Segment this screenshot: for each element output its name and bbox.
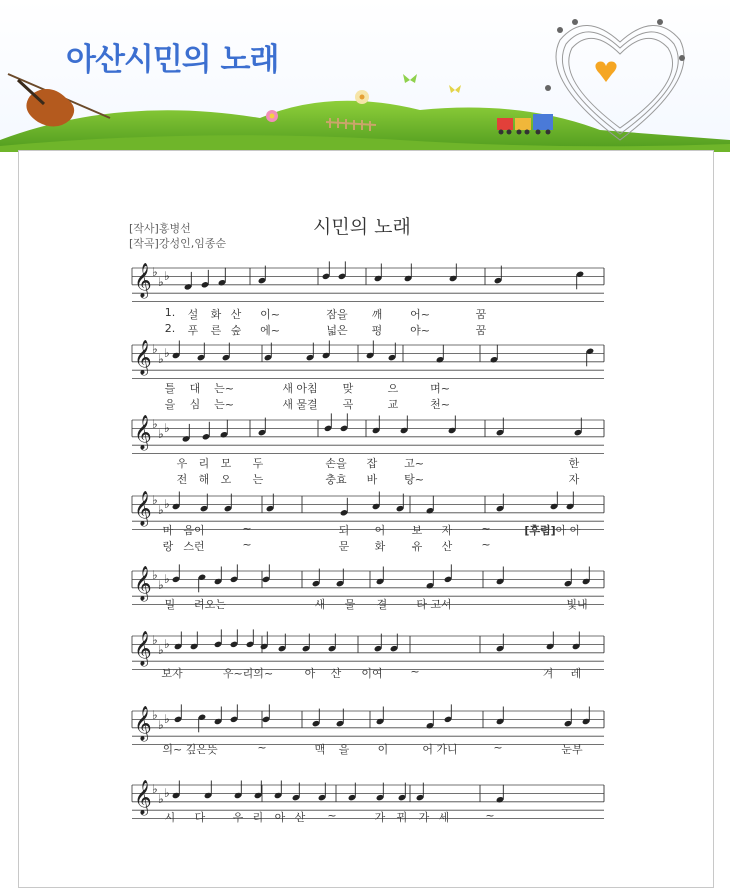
lyric-syllable: 새: [314, 598, 326, 611]
lyric-syllable: 자: [568, 473, 580, 486]
lyric-syllable: 잡: [366, 457, 378, 470]
lyric-syllable: 유: [411, 540, 423, 553]
lyric-syllable: 꿔: [396, 811, 408, 824]
lyric-syllable: 교: [387, 398, 399, 411]
lyric-syllable: 우~리의~: [222, 667, 274, 680]
treble-clef: 𝄞: [134, 566, 152, 601]
lyric-syllable: 심: [189, 398, 201, 411]
lyric-syllable: 는: [252, 473, 264, 486]
lyric-syllable: 오: [220, 473, 232, 486]
lyric-syllable: 며~: [430, 382, 450, 395]
key-signature-flat: ♭: [164, 421, 170, 435]
key-signature-flat: ♭: [158, 718, 164, 732]
lyric-syllable: 어: [374, 524, 386, 537]
lyric-syllable: 천~: [430, 398, 450, 411]
lyric-line: [0, 522, 730, 538]
lyricist-credit: [작사]홍병선: [129, 222, 191, 235]
lyric-syllable: ~: [481, 522, 491, 535]
lyric-syllable: 푸: [187, 324, 199, 337]
key-signature-flat: ♭: [158, 578, 164, 592]
key-signature-flat: ♭: [164, 712, 170, 726]
key-signature-flat: ♭: [152, 708, 158, 722]
lyric-syllable: ~: [242, 538, 252, 551]
key-signature-flat: ♭: [152, 265, 158, 279]
lyric-syllable: 으: [387, 382, 399, 395]
lyric-syllable: 산: [330, 667, 342, 680]
lyric-syllable: 깨: [371, 308, 383, 321]
treble-clef: 𝄞: [134, 780, 152, 815]
lyric-syllable: 2.: [164, 322, 176, 335]
lyric-syllable: 모: [220, 457, 232, 470]
key-signature-flat: ♭: [164, 497, 170, 511]
page-title: 아산시민의 노래: [66, 42, 279, 78]
lyric-syllable: 가: [418, 811, 430, 824]
lyric-syllable: 을: [164, 398, 176, 411]
lyric-syllable: 바: [366, 473, 378, 486]
lyric-syllable: 는~: [214, 382, 234, 395]
key-signature-flat: ♭: [158, 427, 164, 441]
lyric-syllable: 고~: [404, 457, 424, 470]
lyric-syllable: 리: [252, 811, 264, 824]
lyric-syllable: 을: [338, 743, 350, 756]
lyric-syllable: 숲: [230, 324, 242, 337]
key-signature-flat: ♭: [164, 346, 170, 360]
lyric-syllable: 충효: [325, 473, 347, 486]
lyric-syllable: 결: [376, 598, 388, 611]
lyric-line: [0, 380, 730, 396]
lyric-syllable: 빛내: [566, 598, 588, 611]
lyric-syllable: 아 아: [555, 524, 581, 537]
lyric-syllable: 곡: [342, 398, 354, 411]
key-signature-flat: ♭: [164, 269, 170, 283]
lyric-line: [0, 306, 730, 322]
lyric-syllable: 타 고서: [416, 598, 452, 611]
key-signature-flat: ♭: [152, 493, 158, 507]
key-signature-flat: ♭: [152, 342, 158, 356]
lyric-syllable: 손을: [325, 457, 347, 470]
treble-clef: 𝄞: [134, 491, 152, 526]
lyric-syllable: 음이: [183, 524, 205, 537]
lyric-syllable: 우: [176, 457, 188, 470]
lyric-syllable: 설: [187, 308, 199, 321]
lyric-line: [0, 455, 730, 471]
treble-clef: 𝄞: [134, 415, 152, 450]
key-signature-flat: ♭: [158, 643, 164, 657]
lyric-syllable: ~: [481, 538, 491, 551]
key-signature-flat: ♭: [158, 352, 164, 366]
lyric-syllable: 물: [344, 598, 356, 611]
key-signature-flat: ♭: [158, 275, 164, 289]
lyric-syllable: 잠을: [326, 308, 348, 321]
lyric-syllable: 해: [198, 473, 210, 486]
composer-credit: [작곡]강성인,임종순: [129, 237, 227, 250]
lyric-syllable: 대: [189, 382, 201, 395]
lyric-line: [0, 665, 730, 681]
lyric-line: [0, 471, 730, 487]
lyric-syllable: 되: [338, 524, 350, 537]
lyric-syllable: 전: [176, 473, 188, 486]
treble-clef: 𝄞: [134, 631, 152, 666]
key-signature-flat: ♭: [152, 782, 158, 796]
lyric-syllable: 레: [570, 667, 582, 680]
key-signature-flat: ♭: [152, 417, 158, 431]
lyric-syllable: 시: [164, 811, 176, 824]
lyric-syllable: 1.: [164, 306, 176, 319]
lyric-syllable: ~: [485, 809, 495, 822]
lyric-syllable: 맥: [314, 743, 326, 756]
lyric-syllable: ~: [257, 741, 267, 754]
lyric-syllable: 한: [568, 457, 580, 470]
lyric-syllable: 새 물결: [282, 398, 318, 411]
key-signature-flat: ♭: [152, 568, 158, 582]
treble-clef: 𝄞: [134, 340, 152, 375]
lyric-syllable: ~: [327, 809, 337, 822]
lyric-syllable: 탕~: [404, 473, 424, 486]
lyric-syllable: 화: [210, 308, 222, 321]
lyric-syllable: 이~: [260, 308, 280, 321]
lyric-syllable: 새 아침: [282, 382, 318, 395]
lyric-syllable: 맞: [342, 382, 354, 395]
lyric-line: [0, 322, 730, 338]
lyric-syllable: 는~: [214, 398, 234, 411]
lyric-syllable: 랑: [162, 540, 174, 553]
lyric-syllable: 리: [198, 457, 210, 470]
lyric-syllable: 스런: [183, 540, 205, 553]
key-signature-flat: ♭: [164, 572, 170, 586]
lyric-syllable: 눈부: [561, 743, 583, 756]
lyric-syllable: 어 가니: [422, 743, 458, 756]
lyric-syllable: 의~ 깊은뜻: [162, 743, 218, 756]
lyric-syllable: 아: [304, 667, 316, 680]
lyric-syllable: 보: [411, 524, 423, 537]
treble-clef: 𝄞: [134, 706, 152, 741]
lyric-syllable: 겨: [542, 667, 554, 680]
lyric-syllable: 두: [252, 457, 264, 470]
lyric-syllable: ~: [493, 741, 503, 754]
lyric-syllable: 다: [194, 811, 206, 824]
lyric-syllable: 려오는: [194, 598, 226, 611]
key-signature-flat: ♭: [152, 633, 158, 647]
lyric-line: [0, 741, 730, 757]
lyric-syllable: 문: [338, 540, 350, 553]
lyric-syllable: 보자: [161, 667, 183, 680]
lyric-syllable: 세: [438, 811, 450, 824]
lyric-syllable: 에~: [260, 324, 280, 337]
treble-clef: 𝄞: [134, 263, 152, 298]
lyric-syllable: 야~: [410, 324, 430, 337]
song-title: 시민의 노래: [313, 216, 411, 238]
lyric-syllable: 화: [374, 540, 386, 553]
lyric-syllable: 른: [210, 324, 222, 337]
lyric-syllable: 우: [232, 811, 244, 824]
lyric-syllable: 자: [441, 524, 453, 537]
key-signature-flat: ♭: [164, 637, 170, 651]
lyric-line: [0, 396, 730, 412]
lyric-line: [0, 809, 730, 825]
lyric-syllable: 평: [371, 324, 383, 337]
lyric-syllable: ~: [410, 665, 420, 678]
lyric-syllable: 밀: [164, 598, 176, 611]
lyric-syllable: 산: [441, 540, 453, 553]
key-signature-flat: ♭: [158, 503, 164, 517]
lyric-syllable: [후렴]: [524, 524, 556, 537]
lyric-syllable: 어~: [410, 308, 430, 321]
key-signature-flat: ♭: [158, 792, 164, 806]
lyric-syllable: 이여: [361, 667, 383, 680]
lyric-syllable: 마: [162, 524, 174, 537]
lyric-line: [0, 538, 730, 554]
lyric-line: [0, 596, 730, 612]
lyric-syllable: 산: [230, 308, 242, 321]
lyric-syllable: 가: [374, 811, 386, 824]
lyric-syllable: 아: [274, 811, 286, 824]
key-signature-flat: ♭: [164, 786, 170, 800]
lyric-syllable: 산: [294, 811, 306, 824]
lyric-syllable: 이: [377, 743, 389, 756]
lyric-syllable: 꿈: [475, 308, 487, 321]
lyric-syllable: 넓은: [326, 324, 348, 337]
lyric-syllable: 꿈: [475, 324, 487, 337]
lyric-syllable: ~: [242, 522, 252, 535]
lyric-syllable: 틀: [164, 382, 176, 395]
